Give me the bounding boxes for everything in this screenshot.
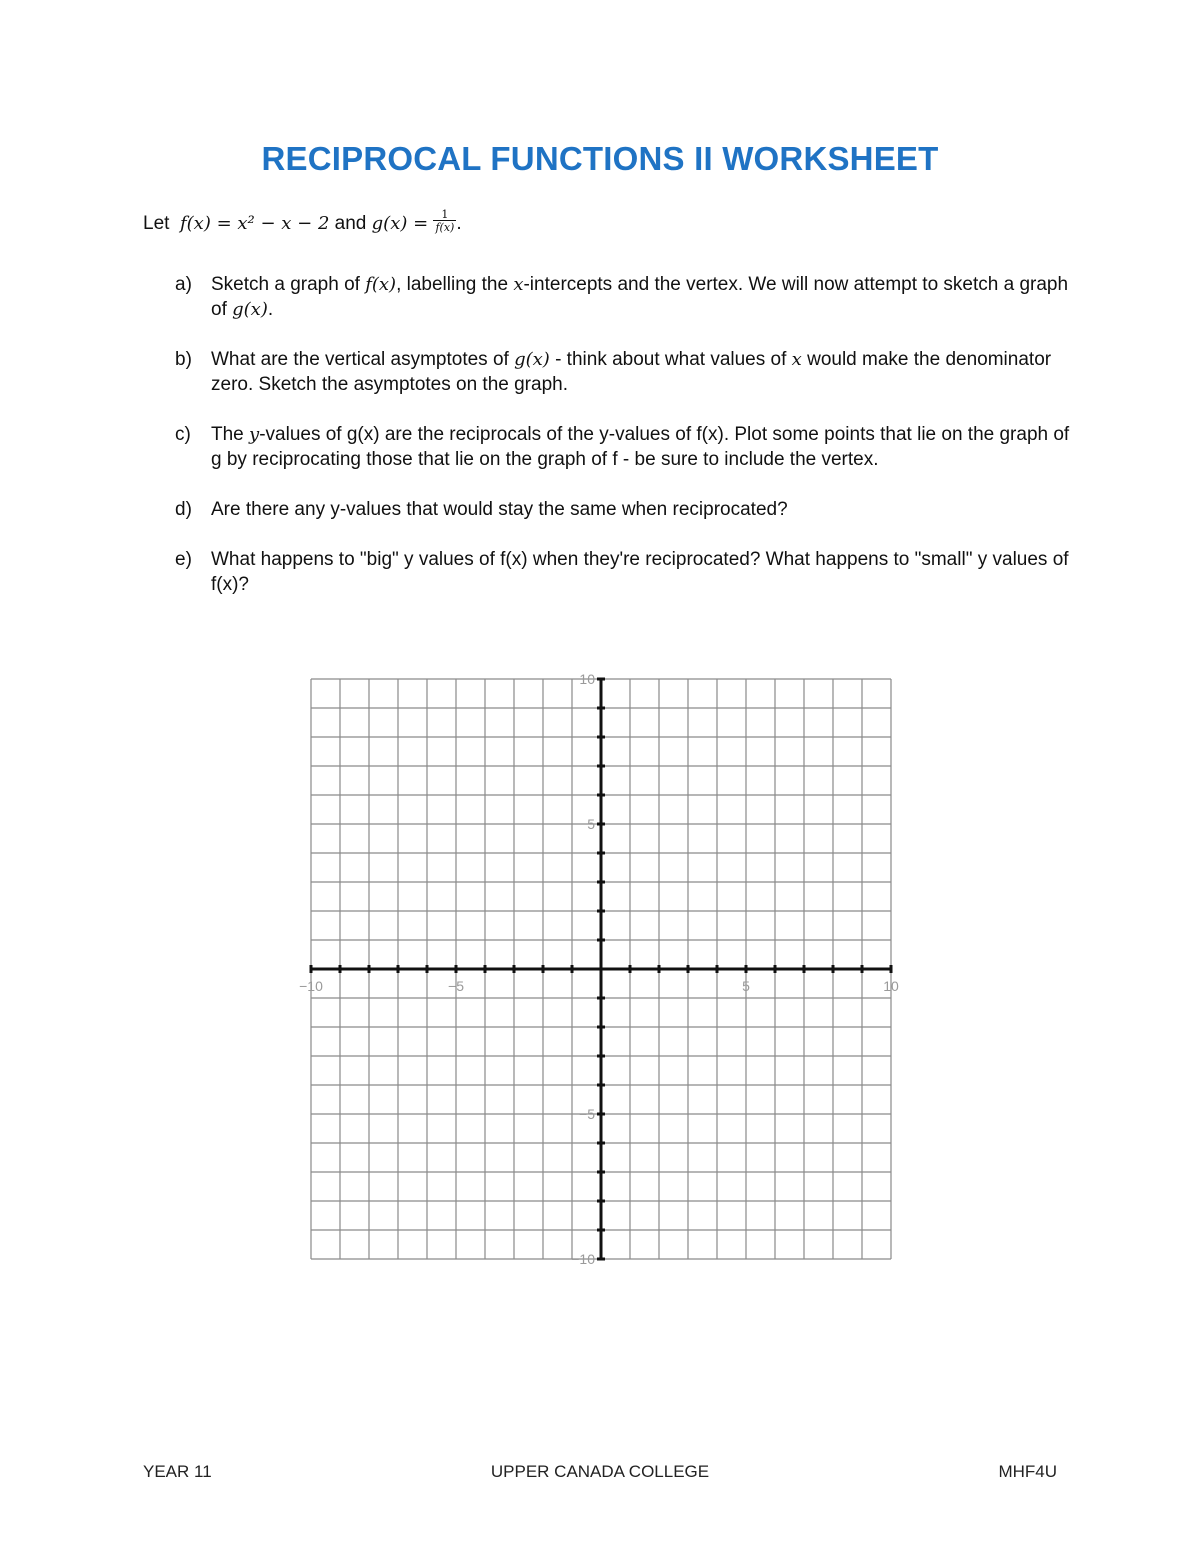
question-text-segment: The	[211, 424, 250, 445]
x-tick-label: 5	[742, 978, 750, 994]
footer-course: MHF4U	[998, 1462, 1057, 1481]
question-text-segment: - think about what values of	[549, 349, 792, 370]
x-tick-label: −5	[448, 978, 464, 994]
question-text-segment: -values of g(x) are the reciprocals of the y-values of f(x). Plot some points that lie on the graph of g by reciprocating those that lie on the graph of f - be sure to include the vertex.	[211, 424, 1070, 470]
math-expression: y	[249, 424, 260, 445]
question-text-segment: would make the denominator zero. Sketch the asymptotes on the graph.	[211, 349, 1052, 395]
f-definition: f(x) = x² − x − 2	[179, 213, 330, 235]
y-tick-label: 10	[579, 671, 595, 687]
g-lhs: g(x) =	[371, 213, 429, 235]
intro-end: .	[456, 213, 462, 235]
question-label: c)	[175, 424, 191, 445]
math-expression: g(x)	[232, 299, 268, 320]
footer-school: UPPER CANADA COLLEGE	[490, 1462, 710, 1481]
question-text-segment: What are the vertical asymptotes of	[211, 349, 515, 370]
question-text-segment: Are there any y-values that would stay the same when reciprocated?	[211, 499, 788, 520]
g-fraction	[433, 209, 456, 233]
g-numerator: 1	[441, 208, 449, 221]
question-text	[211, 272, 1075, 322]
question-text-segment: Sketch a graph of	[211, 274, 366, 295]
question-label: b)	[175, 349, 192, 370]
y-tick-label: −5	[579, 1106, 595, 1122]
question-text	[211, 422, 1075, 472]
math-expression: x	[791, 349, 802, 370]
x-tick-label: 10	[883, 978, 899, 994]
question-text	[211, 497, 1075, 522]
intro-line	[143, 208, 462, 236]
question-text	[211, 547, 1075, 597]
question-label: a)	[175, 274, 192, 295]
coordinate-grid	[290, 668, 910, 1268]
question-text-segment: .	[267, 299, 274, 320]
page-title: RECIPROCAL FUNCTIONS II WORKSHEET	[261, 140, 939, 177]
question-text-segment: , labelling the	[396, 274, 514, 295]
question-e	[175, 547, 1075, 597]
grid-svg	[290, 668, 910, 1268]
question-b	[175, 347, 1075, 397]
y-tick-label: 5	[587, 816, 595, 832]
y-tick-label: −10	[571, 1251, 595, 1267]
footer-year: YEAR 11	[143, 1462, 212, 1481]
math-expression: x	[513, 274, 524, 295]
question-label: d)	[175, 499, 192, 520]
question-label: e)	[175, 549, 192, 570]
question-text-segment: -intercepts and the vertex. We will now attempt to sketch a graph of	[211, 274, 1069, 320]
math-expression: f(x)	[365, 274, 397, 295]
x-tick-label: −10	[299, 978, 323, 994]
math-expression: g(x)	[514, 349, 550, 370]
intro-and: and	[334, 213, 367, 235]
question-text-segment: What happens to "big" y values of f(x) when they're reciprocated? What happens to "small" y values of f(x)?	[211, 549, 1069, 595]
question-c	[175, 422, 1075, 472]
intro-let: Let	[143, 213, 170, 235]
question-a	[175, 272, 1075, 322]
question-text	[211, 347, 1075, 397]
question-d	[175, 497, 1075, 522]
question-list	[175, 272, 1075, 622]
g-denominator: f(x)	[435, 221, 455, 234]
